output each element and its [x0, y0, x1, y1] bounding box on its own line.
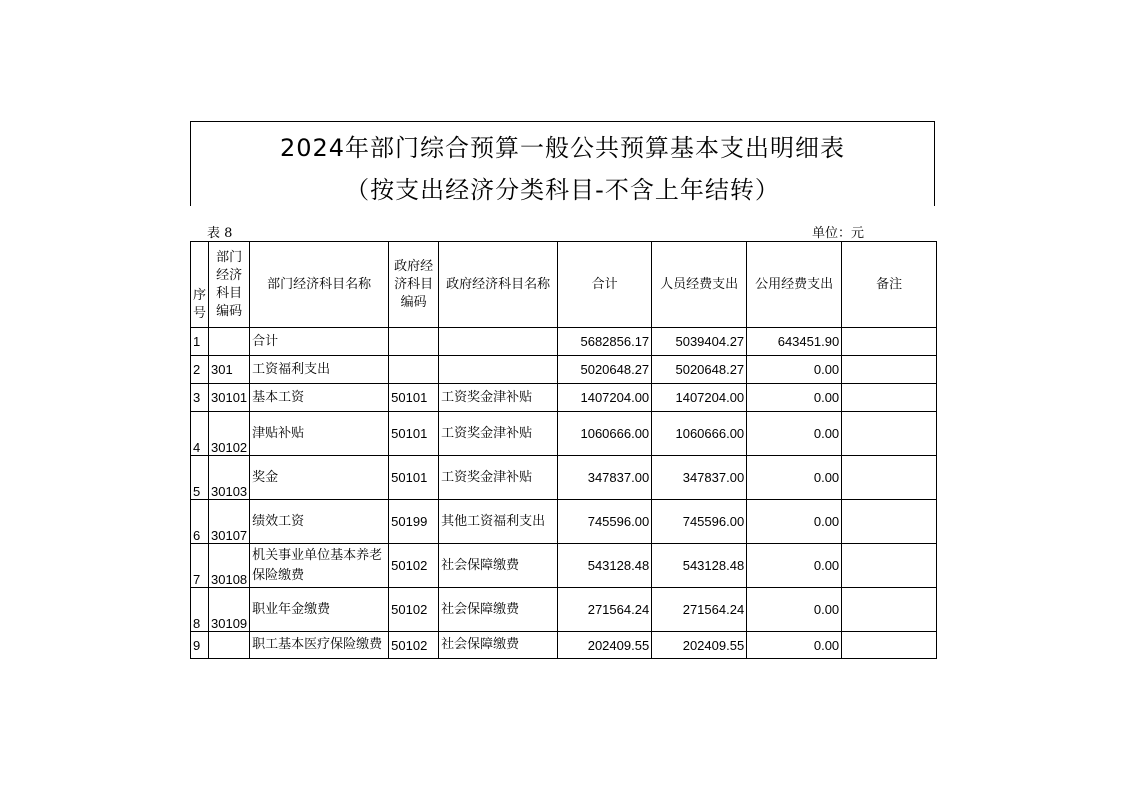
cell-personnel: 5020648.27: [652, 356, 747, 384]
header-seq-line: 号: [193, 306, 207, 321]
cell-seq: 7: [191, 544, 209, 588]
header-line: 政府经: [394, 258, 434, 274]
cell-personnel: 1060666.00: [652, 412, 747, 456]
cell-seq: 5: [191, 456, 209, 500]
cell-personnel: 5039404.27: [652, 328, 747, 356]
cell-gov-name: [439, 356, 558, 384]
cell-dept-name: 职工基本医疗保险缴费: [250, 632, 389, 659]
cell-remark: [842, 500, 937, 544]
cell-gov-code: 50102: [389, 544, 439, 588]
cell-seq: 2: [191, 356, 209, 384]
cell-gov-name: 工资奖金津补贴: [439, 384, 558, 412]
header-seq: [191, 242, 209, 328]
cell-dept-name: 工资福利支出: [250, 356, 389, 384]
cell-gov-code: 50101: [389, 384, 439, 412]
table-row: [191, 412, 937, 456]
header-row: [191, 242, 937, 328]
cell-total: 1407204.00: [558, 384, 652, 412]
cell-seq: 4: [191, 412, 209, 456]
cell-gov-name: 工资奖金津补贴: [439, 456, 558, 500]
header-gov-name: 政府经济科目名称: [439, 242, 558, 328]
table-row: [191, 384, 937, 412]
cell-total: 202409.55: [558, 632, 652, 659]
cell-gov-name: 社会保障缴费: [439, 588, 558, 632]
header-personnel: 人员经费支出: [652, 242, 747, 328]
cell-gov-code: 50199: [389, 500, 439, 544]
cell-dept-name: 奖金: [250, 456, 389, 500]
cell-dept-name: 绩效工资: [250, 500, 389, 544]
cell-personnel: 202409.55: [652, 632, 747, 659]
cell-dept-name: 机关事业单位基本养老保险缴费: [250, 544, 389, 588]
cell-seq: 3: [191, 384, 209, 412]
cell-gov-code: [389, 328, 439, 356]
cell-public: 0.00: [747, 412, 842, 456]
cell-dept-code: 30101: [209, 384, 250, 412]
cell-public: 0.00: [747, 456, 842, 500]
cell-dept-code: 30102: [209, 412, 250, 456]
cell-dept-code: 30107: [209, 500, 250, 544]
cell-public: 0.00: [747, 544, 842, 588]
cell-total: 5020648.27: [558, 356, 652, 384]
cell-dept-code: [209, 328, 250, 356]
cell-public: 0.00: [747, 384, 842, 412]
cell-dept-name: 合计: [250, 328, 389, 356]
cell-personnel: 1407204.00: [652, 384, 747, 412]
table-row: [191, 544, 937, 588]
cell-dept-name: 基本工资: [250, 384, 389, 412]
header-line: 编码: [400, 294, 427, 310]
header-line: 经济: [216, 267, 243, 283]
cell-seq: 9: [191, 632, 209, 659]
cell-public: 0.00: [747, 632, 842, 659]
header-public: 公用经费支出: [747, 242, 842, 328]
cell-dept-code: [209, 632, 250, 659]
cell-remark: [842, 356, 937, 384]
cell-gov-code: 50101: [389, 456, 439, 500]
cell-dept-code: 301: [209, 356, 250, 384]
header-dept-code: [209, 242, 250, 328]
cell-personnel: 347837.00: [652, 456, 747, 500]
cell-total: 271564.24: [558, 588, 652, 632]
cell-remark: [842, 544, 937, 588]
header-line: 编码: [216, 303, 243, 319]
cell-gov-name: 社会保障缴费: [439, 632, 558, 659]
cell-personnel: 745596.00: [652, 500, 747, 544]
table-row: [191, 456, 937, 500]
table-row: [191, 500, 937, 544]
header-seq-line: 序: [193, 288, 207, 303]
cell-gov-name: 社会保障缴费: [439, 544, 558, 588]
cell-gov-name: [439, 328, 558, 356]
cell-dept-code: 30108: [209, 544, 250, 588]
cell-total: 5682856.17: [558, 328, 652, 356]
report-subtitle: （按支出经济分类科目-不含上年结转）: [345, 176, 780, 204]
header-gov-code: [389, 242, 439, 328]
cell-remark: [842, 384, 937, 412]
cell-total: 347837.00: [558, 456, 652, 500]
title-box: [190, 121, 935, 206]
table-row: [191, 356, 937, 384]
cell-gov-name: 其他工资福利支出: [439, 500, 558, 544]
header-line: 济科目: [394, 276, 434, 292]
cell-gov-code: 50102: [389, 632, 439, 659]
budget-table: [190, 241, 937, 659]
table-row: [191, 588, 937, 632]
table-row: [191, 632, 937, 659]
cell-public: 0.00: [747, 500, 842, 544]
cell-remark: [842, 412, 937, 456]
cell-public: 0.00: [747, 588, 842, 632]
cell-remark: [842, 328, 937, 356]
header-line: 部门: [216, 249, 243, 265]
cell-dept-name: 津贴补贴: [250, 412, 389, 456]
cell-dept-name: 职业年金缴费: [250, 588, 389, 632]
header-dept-name: 部门经济科目名称: [250, 242, 389, 328]
report-title: 2024年部门综合预算一般公共预算基本支出明细表: [279, 134, 846, 162]
cell-personnel: 543128.48: [652, 544, 747, 588]
cell-total: 1060666.00: [558, 412, 652, 456]
cell-gov-code: [389, 356, 439, 384]
cell-total: 543128.48: [558, 544, 652, 588]
cell-total: 745596.00: [558, 500, 652, 544]
cell-seq: 1: [191, 328, 209, 356]
header-total: 合计: [558, 242, 652, 328]
cell-gov-code: 50102: [389, 588, 439, 632]
unit-label: 单位：元: [812, 226, 865, 241]
header-remark: 备注: [842, 242, 937, 328]
cell-seq: 6: [191, 500, 209, 544]
cell-gov-name: 工资奖金津补贴: [439, 412, 558, 456]
table-row: [191, 328, 937, 356]
cell-gov-code: 50101: [389, 412, 439, 456]
cell-personnel: 271564.24: [652, 588, 747, 632]
cell-remark: [842, 456, 937, 500]
cell-public: 0.00: [747, 356, 842, 384]
table-number: 表 8: [207, 226, 233, 241]
cell-remark: [842, 588, 937, 632]
header-line: 科目: [216, 285, 243, 301]
cell-remark: [842, 632, 937, 659]
cell-dept-code: 30109: [209, 588, 250, 632]
cell-seq: 8: [191, 588, 209, 632]
cell-dept-code: 30103: [209, 456, 250, 500]
cell-public: 643451.90: [747, 328, 842, 356]
